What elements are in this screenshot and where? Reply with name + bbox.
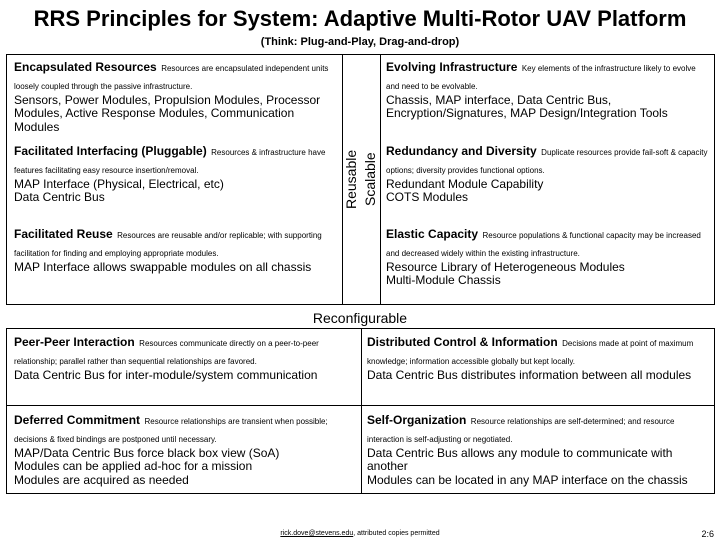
principle-application: Data Centric Bus distributes information between all modules [367, 367, 692, 382]
footer-email-link[interactable]: rick.dove@stevens.edu [280, 530, 354, 537]
reconfigurable-label: Reconfigurable [312, 310, 408, 326]
reusable-label: Reusable [343, 149, 359, 209]
principle-description: Duplicate resources provide fail-soft & capacity options; diversity provides functional options. [386, 148, 708, 175]
principle-heading: Elastic Capacity [386, 227, 479, 241]
principle-application: MAP Interface allows swappable modules on all chassis [14, 259, 312, 274]
principle-self-organization [367, 411, 709, 487]
principle-application: MAP Interface (Physical, Electrical, etc) Data Centric Bus [14, 176, 224, 205]
page-number: 2:6 [701, 529, 714, 539]
principle-application: Resource Library of Heterogeneous Modules Multi-Module Chassis [386, 259, 625, 288]
footer-note: , attributed copies permitted [353, 530, 440, 537]
principle-heading: Distributed Control & Information [367, 335, 558, 349]
principle-heading: Redundancy and Diversity [386, 144, 537, 158]
page-title: RRS Principles for System: Adaptive Multi-Rotor UAV Platform [33, 6, 687, 31]
principle-heading: Facilitated Reuse [14, 227, 113, 241]
bottom-center-divider [361, 328, 362, 494]
principle-application: Data Centric Bus allows any module to communicate with another Modules can be located in any MAP interface on the chassis [367, 445, 688, 487]
principle-description: Resources & infrastructure have features facilitating easy resource insertion/removal. [14, 148, 326, 175]
principle-redundancy-diversity [386, 142, 708, 205]
principle-facilitated-interfacing [14, 142, 340, 205]
principle-encapsulated-resources [14, 58, 340, 134]
principle-elastic-capacity [386, 225, 708, 288]
principle-description: Resource relationships are transient when possible; decisions & fixed bindings are postponed until necessary. [14, 417, 328, 444]
principle-heading: Peer-Peer Interaction [14, 335, 135, 349]
principle-description: Resources are reusable and/or replicable; with supporting facilitation for finding and employing appropriate modules. [14, 231, 322, 258]
principle-deferred-commitment [14, 411, 356, 487]
principle-heading: Deferred Commitment [14, 413, 141, 427]
principle-application: Sensors, Power Modules, Propulsion Modules, Processor Modules, Active Response Modules, Communication Modules [14, 92, 321, 134]
principle-application: MAP/Data Centric Bus force black box view (SoA) Modules can be applied ad-hoc for a mission Modules are acquired as needed [14, 445, 280, 487]
principle-facilitated-reuse [14, 225, 340, 274]
page-subtitle: (Think: Plug-and-Play, Drag-and-drop) [260, 36, 460, 48]
principle-description: Resources are encapsulated independent units loosely coupled through the passive infrastructure. [14, 64, 329, 91]
principle-description: Key elements of the infrastructure likely to evolve and need to be evolvable. [386, 64, 696, 91]
principle-description: Decisions made at point of maximum knowledge; information accessible globally but kept locally. [367, 339, 694, 366]
principle-application: Redundant Module Capability COTS Modules [386, 176, 544, 205]
principle-heading: Facilitated Interfacing (Pluggable) [14, 144, 207, 158]
bottom-row-divider [6, 405, 715, 406]
principle-heading: Encapsulated Resources [14, 60, 157, 74]
principle-distributed-control [367, 333, 709, 382]
scalable-divider-right [380, 54, 381, 305]
principle-application: Data Centric Bus for inter-module/system communication [14, 367, 318, 382]
principle-evolving-infrastructure [386, 58, 708, 121]
principle-heading: Self-Organization [367, 413, 467, 427]
principle-description: Resource relationships are self-determined; and resource interaction is self-adjusting or negotiated. [367, 417, 675, 444]
principle-description: Resources communicate directly on a peer-to-peer relationship; parallel rather than sequential relationships are favored. [14, 339, 319, 366]
footer [0, 530, 720, 537]
scalable-label: Scalable [362, 152, 378, 206]
principle-peer-peer-interaction [14, 333, 356, 382]
principle-heading: Evolving Infrastructure [386, 60, 518, 74]
principle-application: Chassis, MAP interface, Data Centric Bus, Encryption/Signatures, MAP Design/Integration Tools [386, 92, 668, 121]
principle-description: Resource populations & functional capacity may be increased and decreased widely within the existing infrastructure. [386, 231, 701, 258]
